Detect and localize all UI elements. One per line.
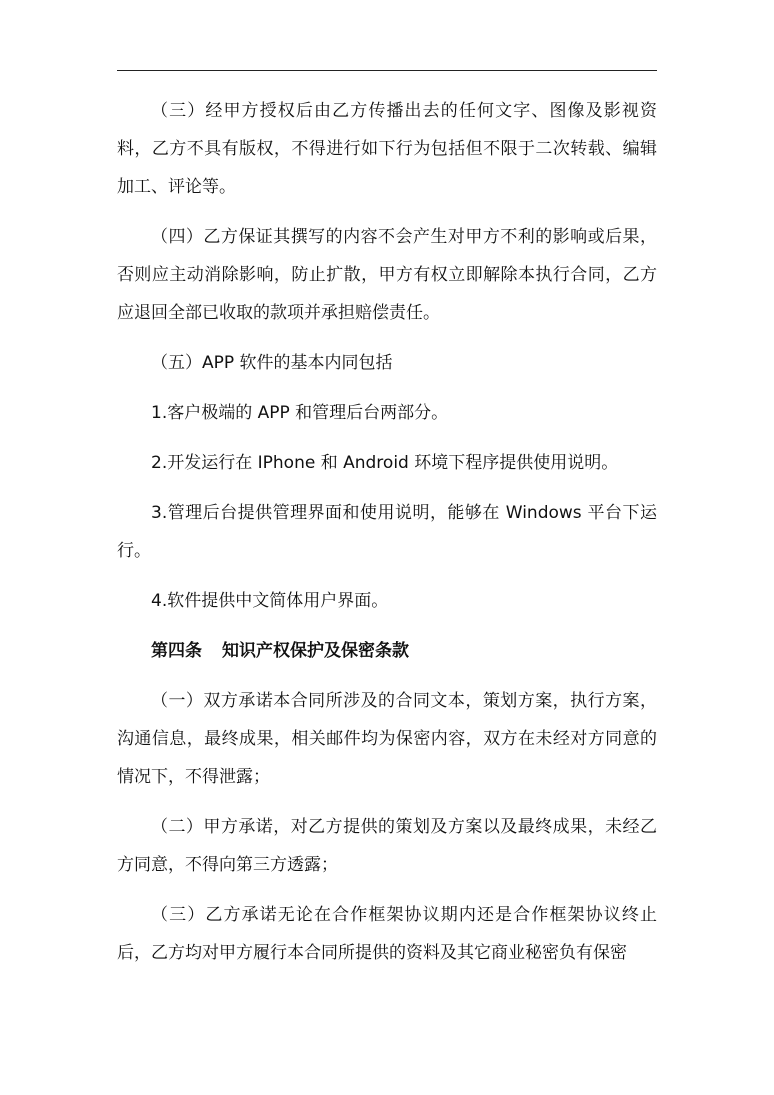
section-heading xyxy=(117,632,657,670)
section-number: 第四条 xyxy=(151,641,202,661)
header-rule xyxy=(117,70,657,71)
paragraph-clause-3: （三）经甲方授权后由乙方传播出去的任何文字、图像及影视资料，乙方不具有版权，不得进行如下行为包括但不限于二次转载、编辑加工、评论等。 xyxy=(117,101,657,197)
paragraph-clause-5: （五）APP 软件的基本内同包括 xyxy=(151,353,393,373)
list-item-2: 2.开发运行在 IPhone 和 Android 环境下程序提供使用说明。 xyxy=(151,453,619,473)
paragraph-clause-4: （四）乙方保证其撰写的内容不会产生对甲方不利的影响或后果，否则应主动消除影响，防止扩散，甲方有权立即解除本执行合同，乙方应退回全部已收取的款项并承担赔偿责任。 xyxy=(117,227,657,323)
list-item-4: 4.软件提供中文简体用户界面。 xyxy=(151,591,389,611)
confidentiality-clause-1: （一）双方承诺本合同所涉及的合同文本，策划方案，执行方案，沟通信息，最终成果，相关邮件均为保密内容，双方在未经对方同意的情况下，不得泄露； xyxy=(117,691,657,787)
document-body xyxy=(117,92,657,984)
section-title: 知识产权保护及保密条款 xyxy=(222,641,409,661)
confidentiality-clause-3: （三）乙方承诺无论在合作框架协议期内还是合作框架协议终止后，乙方均对甲方履行本合同所提供的资料及其它商业秘密负有保密 xyxy=(117,905,657,963)
confidentiality-clause-2: （二）甲方承诺，对乙方提供的策划及方案以及最终成果，未经乙方同意，不得向第三方透露； xyxy=(117,817,657,875)
list-item-1: 1.客户极端的 APP 和管理后台两部分。 xyxy=(151,403,449,423)
list-item-3: 3.管理后台提供管理界面和使用说明，能够在 Windows 平台下运行。 xyxy=(117,503,657,561)
